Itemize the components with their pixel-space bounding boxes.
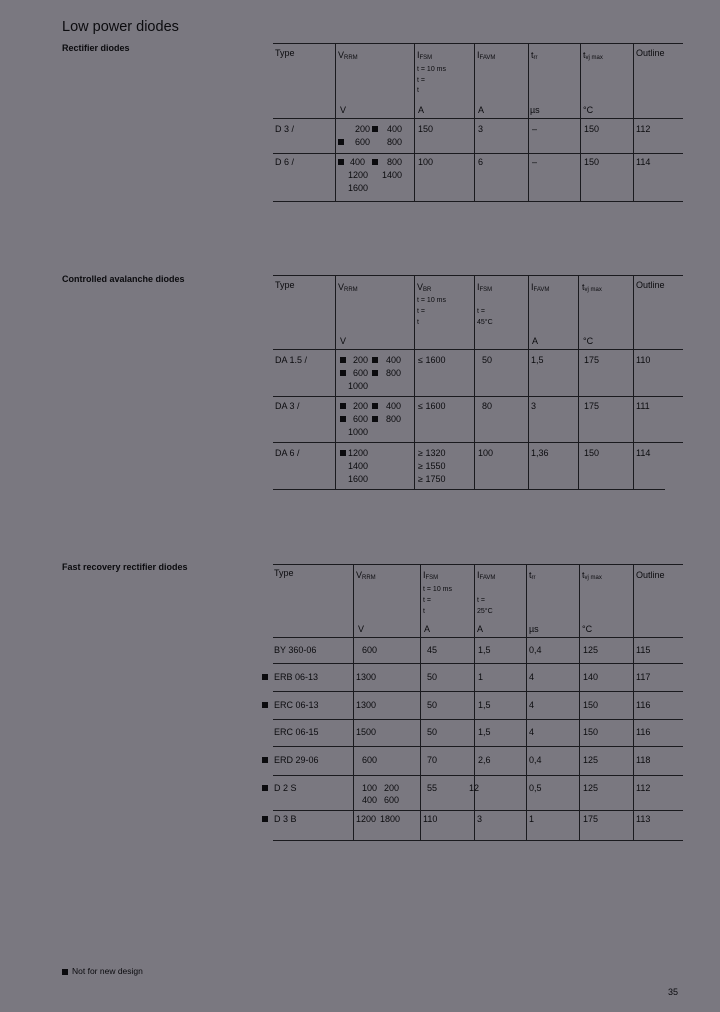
cell-trr: 0,4 (529, 645, 542, 655)
cell-tvj: 175 (584, 355, 600, 365)
not-for-new-design-marker (338, 159, 344, 165)
cell-type: ERC 06-13 (274, 700, 319, 710)
column-rule (633, 43, 634, 201)
column-rule (633, 564, 634, 840)
header-vbr-cond: t = (417, 308, 425, 315)
cell-outline: 116 (636, 727, 651, 737)
column-rule (528, 43, 529, 201)
header-vbr: VBR (417, 282, 432, 293)
header-outline: Outline (636, 280, 665, 290)
cell-trr: – (532, 157, 538, 167)
cell-voltage: 1400 (382, 170, 403, 180)
unit-amp: A (477, 624, 484, 634)
cell-voltage: 800 (387, 137, 403, 147)
table-rule (273, 637, 683, 638)
header-vbr-cond: t = 10 ms (417, 297, 446, 304)
unit-volt: V (340, 105, 347, 115)
cell-ifsm: 45 (427, 645, 438, 655)
cell-type: D 3 / (275, 124, 295, 134)
cell-tvj: 150 (583, 700, 599, 710)
cell-tvj: 175 (584, 401, 600, 411)
cell-ifavm: 1,5 (478, 727, 491, 737)
cell-ifsm: 50 (427, 700, 438, 710)
cell-type: BY 360-06 (274, 645, 317, 655)
cell-tvj: 150 (584, 157, 600, 167)
header-ifavm: IFAVM (477, 50, 496, 61)
cell-tvj: 150 (584, 124, 600, 134)
cell-outline: 110 (636, 355, 651, 365)
cell-voltage: 1300 (356, 700, 377, 710)
cell-voltage: 1800 (380, 814, 401, 824)
column-rule (633, 275, 634, 489)
cell-trr: 4 (529, 727, 535, 737)
table-rule (273, 719, 683, 720)
cell-outline: 118 (636, 755, 651, 765)
cell-ifsm: 100 (418, 157, 434, 167)
header-trr: trr (529, 570, 536, 581)
table-rule (273, 396, 683, 397)
column-rule (353, 564, 354, 840)
cell-voltage: 1300 (356, 672, 377, 682)
column-rule (414, 275, 415, 489)
column-rule (579, 564, 580, 840)
section-title-avalanche: Controlled avalanche diodes (62, 274, 185, 284)
header-ifavm-cond: 25°C (477, 608, 493, 615)
unit-amp: A (418, 105, 425, 115)
cell-voltage: 400 (350, 157, 366, 167)
table-rule (273, 442, 683, 443)
cell-trr: 0,5 (529, 783, 542, 793)
table-rule (273, 775, 683, 776)
table-rule (273, 489, 665, 490)
cell-ifsm: 80 (482, 401, 493, 411)
cell-trr: 4 (529, 700, 535, 710)
not-for-new-design-marker (262, 674, 268, 680)
not-for-new-design-marker (340, 403, 346, 409)
cell-voltage: 1600 (348, 474, 369, 484)
cell-ifavm: 2,6 (478, 755, 491, 765)
cell-tvj: 175 (583, 814, 599, 824)
page-title: Low power diodes (62, 19, 179, 35)
cell-voltage: 1000 (348, 381, 369, 391)
unit-celsius: °C (583, 105, 594, 115)
cell-voltage: 200 (384, 783, 400, 793)
column-rule (420, 564, 421, 840)
cell-ifsm: 50 (427, 727, 438, 737)
cell-outline: 117 (636, 672, 651, 682)
table-rule (273, 201, 683, 202)
cell-voltage: 1400 (348, 461, 369, 471)
column-rule (414, 43, 415, 201)
unit-celsius: °C (583, 336, 594, 346)
cell-voltage: 1200 (356, 814, 377, 824)
cell-voltage: 1600 (348, 183, 369, 193)
cell-trr: 0,4 (529, 755, 542, 765)
cell-voltage: 600 (353, 368, 369, 378)
cell-type: ERD 29-06 (274, 755, 319, 765)
header-ifsm-cond: t = (417, 77, 425, 84)
not-for-new-design-marker (262, 757, 268, 763)
not-for-new-design-marker (340, 357, 346, 363)
header-type: Type (275, 48, 295, 58)
cell-vbr: ≤ 1600 (418, 401, 446, 411)
not-for-new-design-marker (372, 370, 378, 376)
header-ifavm: IFAVM (477, 570, 496, 581)
cell-outline: 111 (636, 401, 650, 411)
cell-type: ERB 06-13 (274, 672, 319, 682)
unit-microsecond: µs (530, 105, 540, 115)
cell-voltage: 400 (386, 355, 402, 365)
unit-celsius: °C (582, 624, 593, 634)
header-ifsm-cond: t = 10 ms (417, 66, 446, 73)
header-vrrm: VRRM (356, 570, 376, 581)
column-rule (335, 275, 336, 489)
column-rule (578, 275, 579, 489)
not-for-new-design-marker (262, 702, 268, 708)
cell-ifavm: 3 (477, 814, 483, 824)
cell-voltage: 600 (384, 795, 400, 805)
cell-ifavm: 1,5 (478, 645, 491, 655)
header-ifsm-cond: t = (423, 597, 431, 604)
table-rule (273, 118, 683, 119)
unit-amp: A (424, 624, 431, 634)
not-for-new-design-marker (372, 126, 378, 132)
cell-ifsm: 100 (478, 448, 494, 458)
table-rule (273, 153, 683, 154)
cell-type: ERC 06-15 (274, 727, 319, 737)
section-title-fast-recovery: Fast recovery rectifier diodes (62, 562, 188, 572)
header-vrrm: VRRM (338, 50, 358, 61)
unit-amp: A (478, 105, 485, 115)
cell-trr: 4 (529, 672, 535, 682)
cell-vbr: ≥ 1550 (418, 461, 446, 471)
cell-voltage: 600 (355, 137, 371, 147)
cell-vbr: ≥ 1320 (418, 448, 446, 458)
cell-type: D 6 / (275, 157, 295, 167)
cell-tvj: 125 (583, 783, 599, 793)
column-rule (474, 43, 475, 201)
cell-vbr: ≥ 1750 (418, 474, 446, 484)
not-for-new-design-marker (372, 403, 378, 409)
not-for-new-design-marker (372, 357, 378, 363)
cell-ifsm: 70 (427, 755, 438, 765)
header-type: Type (275, 280, 295, 290)
header-ifavm-cond: t = (477, 597, 485, 604)
header-tvj: tvj max (582, 570, 602, 581)
cell-outline: 115 (636, 645, 651, 655)
cell-ifsm: 110 (423, 814, 438, 824)
cell-outline: 112 (636, 124, 651, 134)
cell-type: DA 1.5 / (275, 355, 308, 365)
cell-tvj: 150 (583, 727, 599, 737)
header-ifsm-cond: t = (477, 308, 485, 315)
not-for-new-design-marker (262, 816, 268, 822)
table-rule (273, 663, 683, 664)
header-outline: Outline (636, 570, 665, 580)
header-ifsm-cond: t = 10 ms (423, 586, 452, 593)
section-title-rectifier: Rectifier diodes (62, 43, 130, 53)
header-ifsm-cond: 45°C (477, 319, 493, 326)
cell-ifavm: 1 (478, 672, 484, 682)
cell-voltage: 1200 (348, 448, 369, 458)
cell-voltage: 800 (386, 368, 402, 378)
cell-voltage: 400 (386, 401, 402, 411)
not-for-new-design-marker (338, 139, 344, 145)
cell-voltage: 600 (362, 755, 378, 765)
cell-ifavm: 6 (478, 157, 484, 167)
cell-trr: – (532, 124, 538, 134)
table-rule (273, 691, 683, 692)
cell-outline: 116 (636, 700, 651, 710)
header-vbr-cond: t (417, 319, 419, 326)
header-outline: Outline (636, 48, 665, 58)
header-ifavm: IFAVM (531, 282, 550, 293)
not-for-new-design-marker (340, 416, 346, 422)
unit-microsecond: µs (529, 624, 539, 634)
cell-voltage: 600 (353, 414, 369, 424)
header-ifsm: IFSM (423, 570, 439, 581)
header-ifsm: IFSM (477, 282, 493, 293)
cell-voltage: 200 (355, 124, 371, 134)
table-rule (273, 349, 683, 350)
cell-voltage: 800 (387, 157, 403, 167)
unit-volt: V (340, 336, 347, 346)
column-rule (474, 564, 475, 840)
column-rule (474, 275, 475, 489)
cell-tvj: 150 (584, 448, 600, 458)
unit-amp: A (532, 336, 539, 346)
cell-voltage: 800 (386, 414, 402, 424)
cell-ifsm: 55 (427, 783, 438, 793)
cell-voltage: 100 (362, 783, 378, 793)
header-ifsm: IFSM (417, 50, 433, 61)
cell-tvj: 125 (583, 755, 599, 765)
cell-outline: 112 (636, 783, 651, 793)
header-trr: trr (531, 50, 538, 61)
not-for-new-design-marker (372, 416, 378, 422)
footnote: Not for new design (72, 966, 143, 976)
not-for-new-design-marker (262, 785, 268, 791)
cell-voltage: 400 (387, 124, 403, 134)
cell-tvj: 125 (583, 645, 599, 655)
cell-ifavm: 1,36 (531, 448, 549, 458)
cell-ifsm: 50 (427, 672, 438, 682)
table-rule (273, 564, 683, 565)
cell-ifavm: 3 (531, 401, 537, 411)
cell-voltage: 200 (353, 355, 369, 365)
cell-type: D 3 B (274, 814, 297, 824)
column-rule (580, 43, 581, 201)
cell-voltage: 1200 (348, 170, 369, 180)
header-vrrm: VRRM (338, 282, 358, 293)
table-rule (273, 810, 683, 811)
table-rule (273, 746, 683, 747)
table-rule (273, 840, 683, 841)
cell-tvj: 140 (583, 672, 599, 682)
cell-trr: 1 (529, 814, 535, 824)
page-number: 35 (668, 987, 679, 997)
cell-ifavm: 12 (469, 783, 480, 793)
cell-type: DA 3 / (275, 401, 300, 411)
column-rule (528, 275, 529, 489)
unit-volt: V (358, 624, 365, 634)
cell-type: DA 6 / (275, 448, 300, 458)
cell-vbr: ≤ 1600 (418, 355, 446, 365)
header-ifsm-cond: t (417, 87, 419, 94)
cell-ifavm: 1,5 (531, 355, 544, 365)
not-for-new-design-marker (372, 159, 378, 165)
cell-ifavm: 3 (478, 124, 484, 134)
cell-voltage: 600 (362, 645, 378, 655)
header-tvj: tvj max (582, 282, 602, 293)
cell-voltage: 1000 (348, 427, 369, 437)
cell-ifsm: 150 (418, 124, 434, 134)
header-tvj: tvj max (583, 50, 603, 61)
column-rule (335, 43, 336, 201)
cell-outline: 114 (636, 157, 651, 167)
cell-voltage: 400 (362, 795, 378, 805)
not-for-new-design-marker (62, 969, 68, 975)
cell-ifsm: 50 (482, 355, 493, 365)
cell-outline: 114 (636, 448, 651, 458)
cell-voltage: 1500 (356, 727, 377, 737)
header-type: Type (274, 568, 294, 578)
cell-voltage: 200 (353, 401, 369, 411)
cell-type: D 2 S (274, 783, 297, 793)
header-ifsm-cond: t (423, 608, 425, 615)
not-for-new-design-marker (340, 370, 346, 376)
cell-ifavm: 1,5 (478, 700, 491, 710)
cell-outline: 113 (636, 814, 651, 824)
column-rule (526, 564, 527, 840)
not-for-new-design-marker (340, 450, 346, 456)
